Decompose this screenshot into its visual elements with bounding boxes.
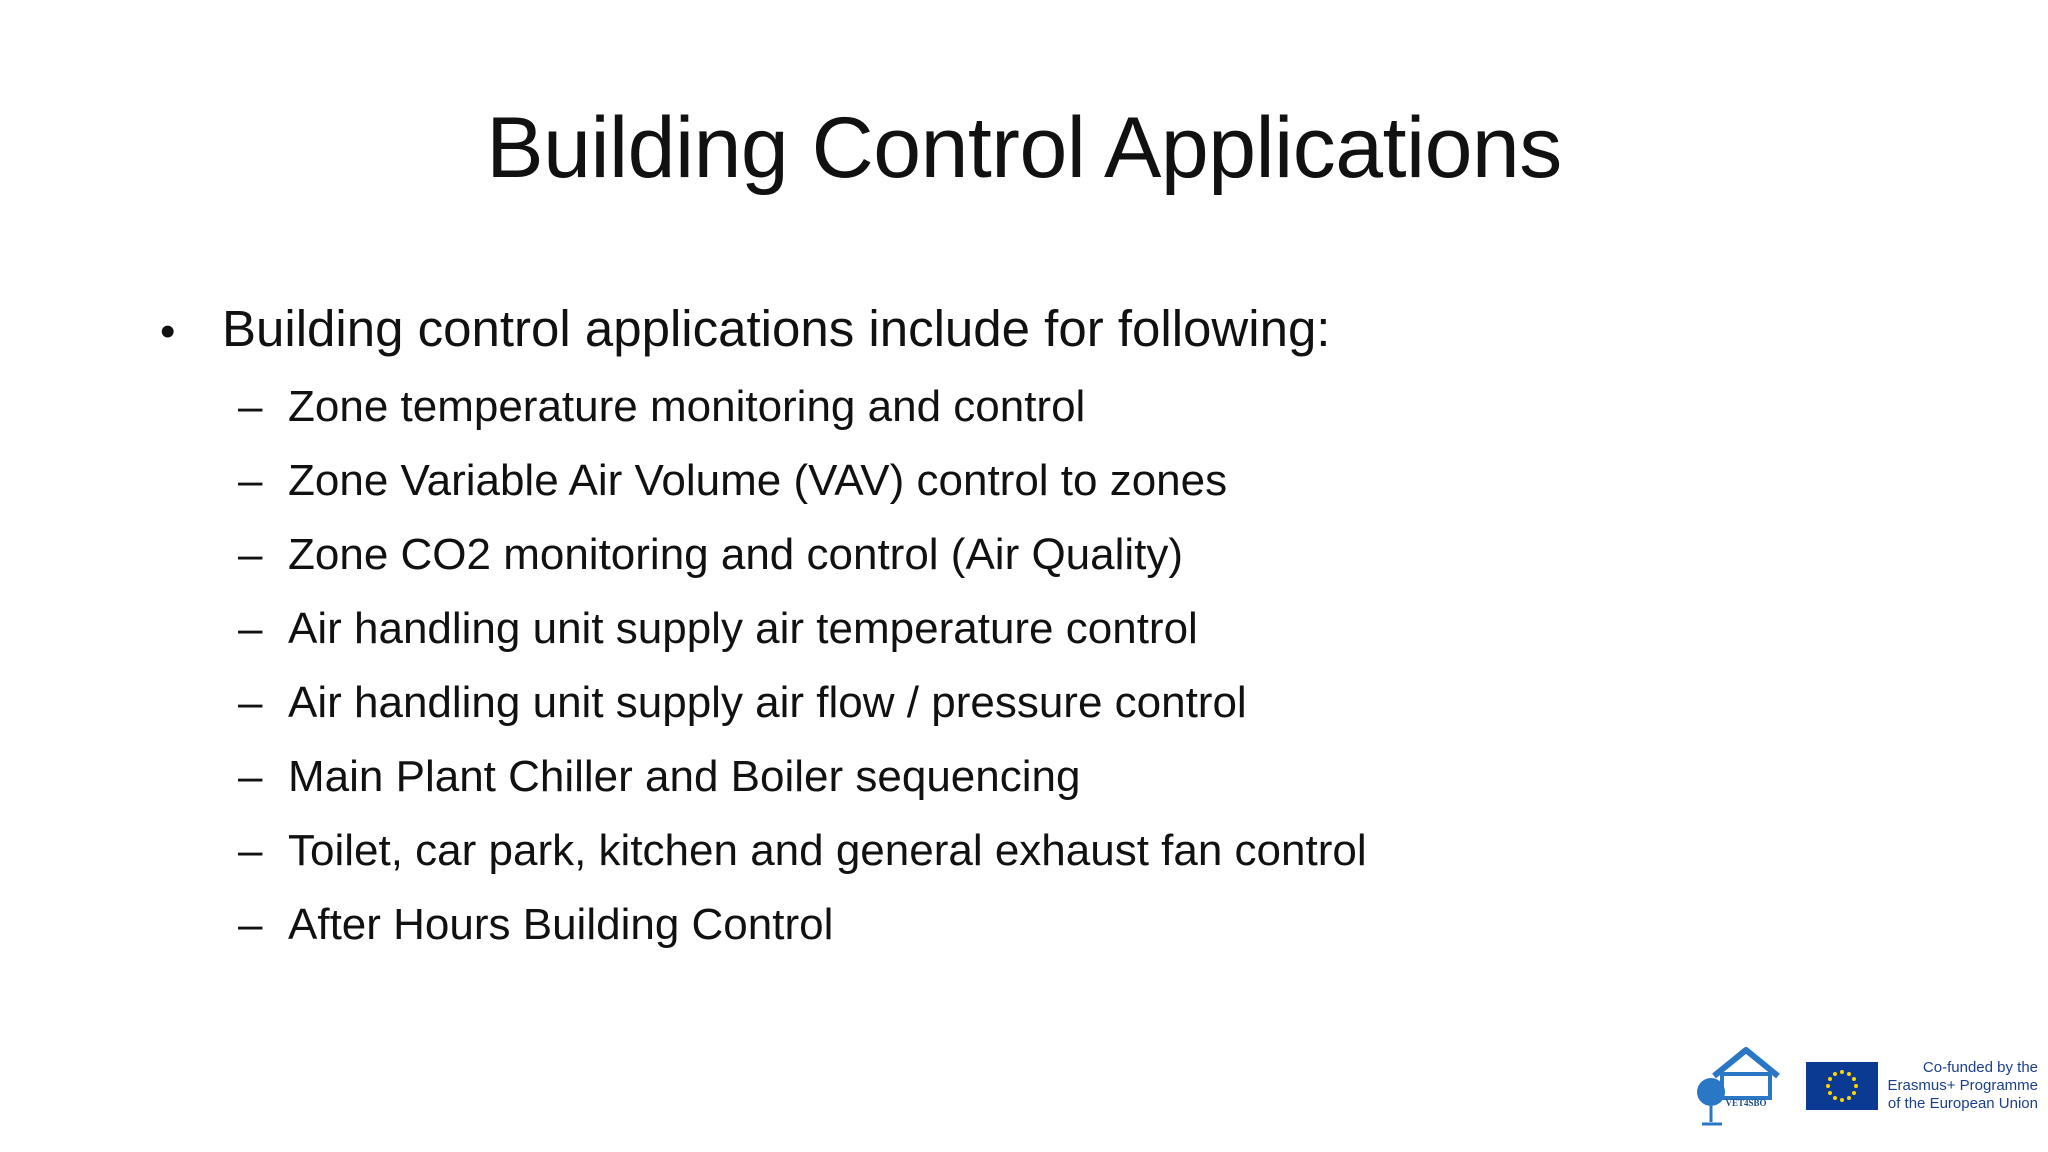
dash-icon: – [238,382,263,431]
eu-funding-text [1888,1059,2038,1113]
main-bullet [160,296,1760,365]
list-item-text: Zone CO2 monitoring and control (Air Quality) [288,530,1184,579]
bullet-content [160,296,1760,973]
dash-icon: – [238,826,263,875]
dash-icon: – [238,678,263,727]
list-item [238,455,1760,507]
eu-text-line-2: Erasmus+ Programme [1887,1077,2038,1094]
eu-stars-icon [1806,1062,1878,1110]
list-item [238,825,1760,877]
dash-icon: – [238,530,263,579]
list-item [238,529,1760,581]
subitem-list [160,381,1760,951]
eu-text-line-1: Co-funded by the [1922,1059,2038,1076]
dash-icon: – [238,752,263,801]
list-item-text: Air handling unit supply air flow / pressure control [288,678,1247,727]
dash-icon: – [238,900,263,949]
main-bullet-text: Building control applications include for following: [222,300,1331,357]
list-item [238,751,1760,803]
bullet-dot-icon: • [160,307,176,356]
slide-title: Building Control Applications [486,100,1562,196]
dash-icon: – [238,456,263,505]
vet4sbo-logo-icon [1692,1044,1784,1128]
list-item [238,899,1760,951]
list-item-text: Zone Variable Air Volume (VAV) control to zones [288,456,1228,505]
list-item-text: Toilet, car park, kitchen and general exhaust fan control [288,826,1367,875]
list-item-text: Main Plant Chiller and Boiler sequencing [288,752,1081,801]
eu-flag-icon [1806,1062,1878,1110]
eu-funding-block [1806,1059,2038,1113]
house-logo-icon [1692,1044,1784,1128]
list-item [238,381,1760,433]
list-item-text: Zone temperature monitoring and control [288,382,1086,431]
dash-icon: – [238,604,263,653]
eu-text-line-3: of the European Union [1887,1095,2038,1112]
vet4sbo-logo-text: VET4SBO [1725,1098,1767,1108]
list-item-text: Air handling unit supply air temperature control [288,604,1198,653]
list-item [238,603,1760,655]
list-item-text: After Hours Building Control [288,900,834,949]
list-item [238,677,1760,729]
footer-logos [1692,1044,2038,1128]
